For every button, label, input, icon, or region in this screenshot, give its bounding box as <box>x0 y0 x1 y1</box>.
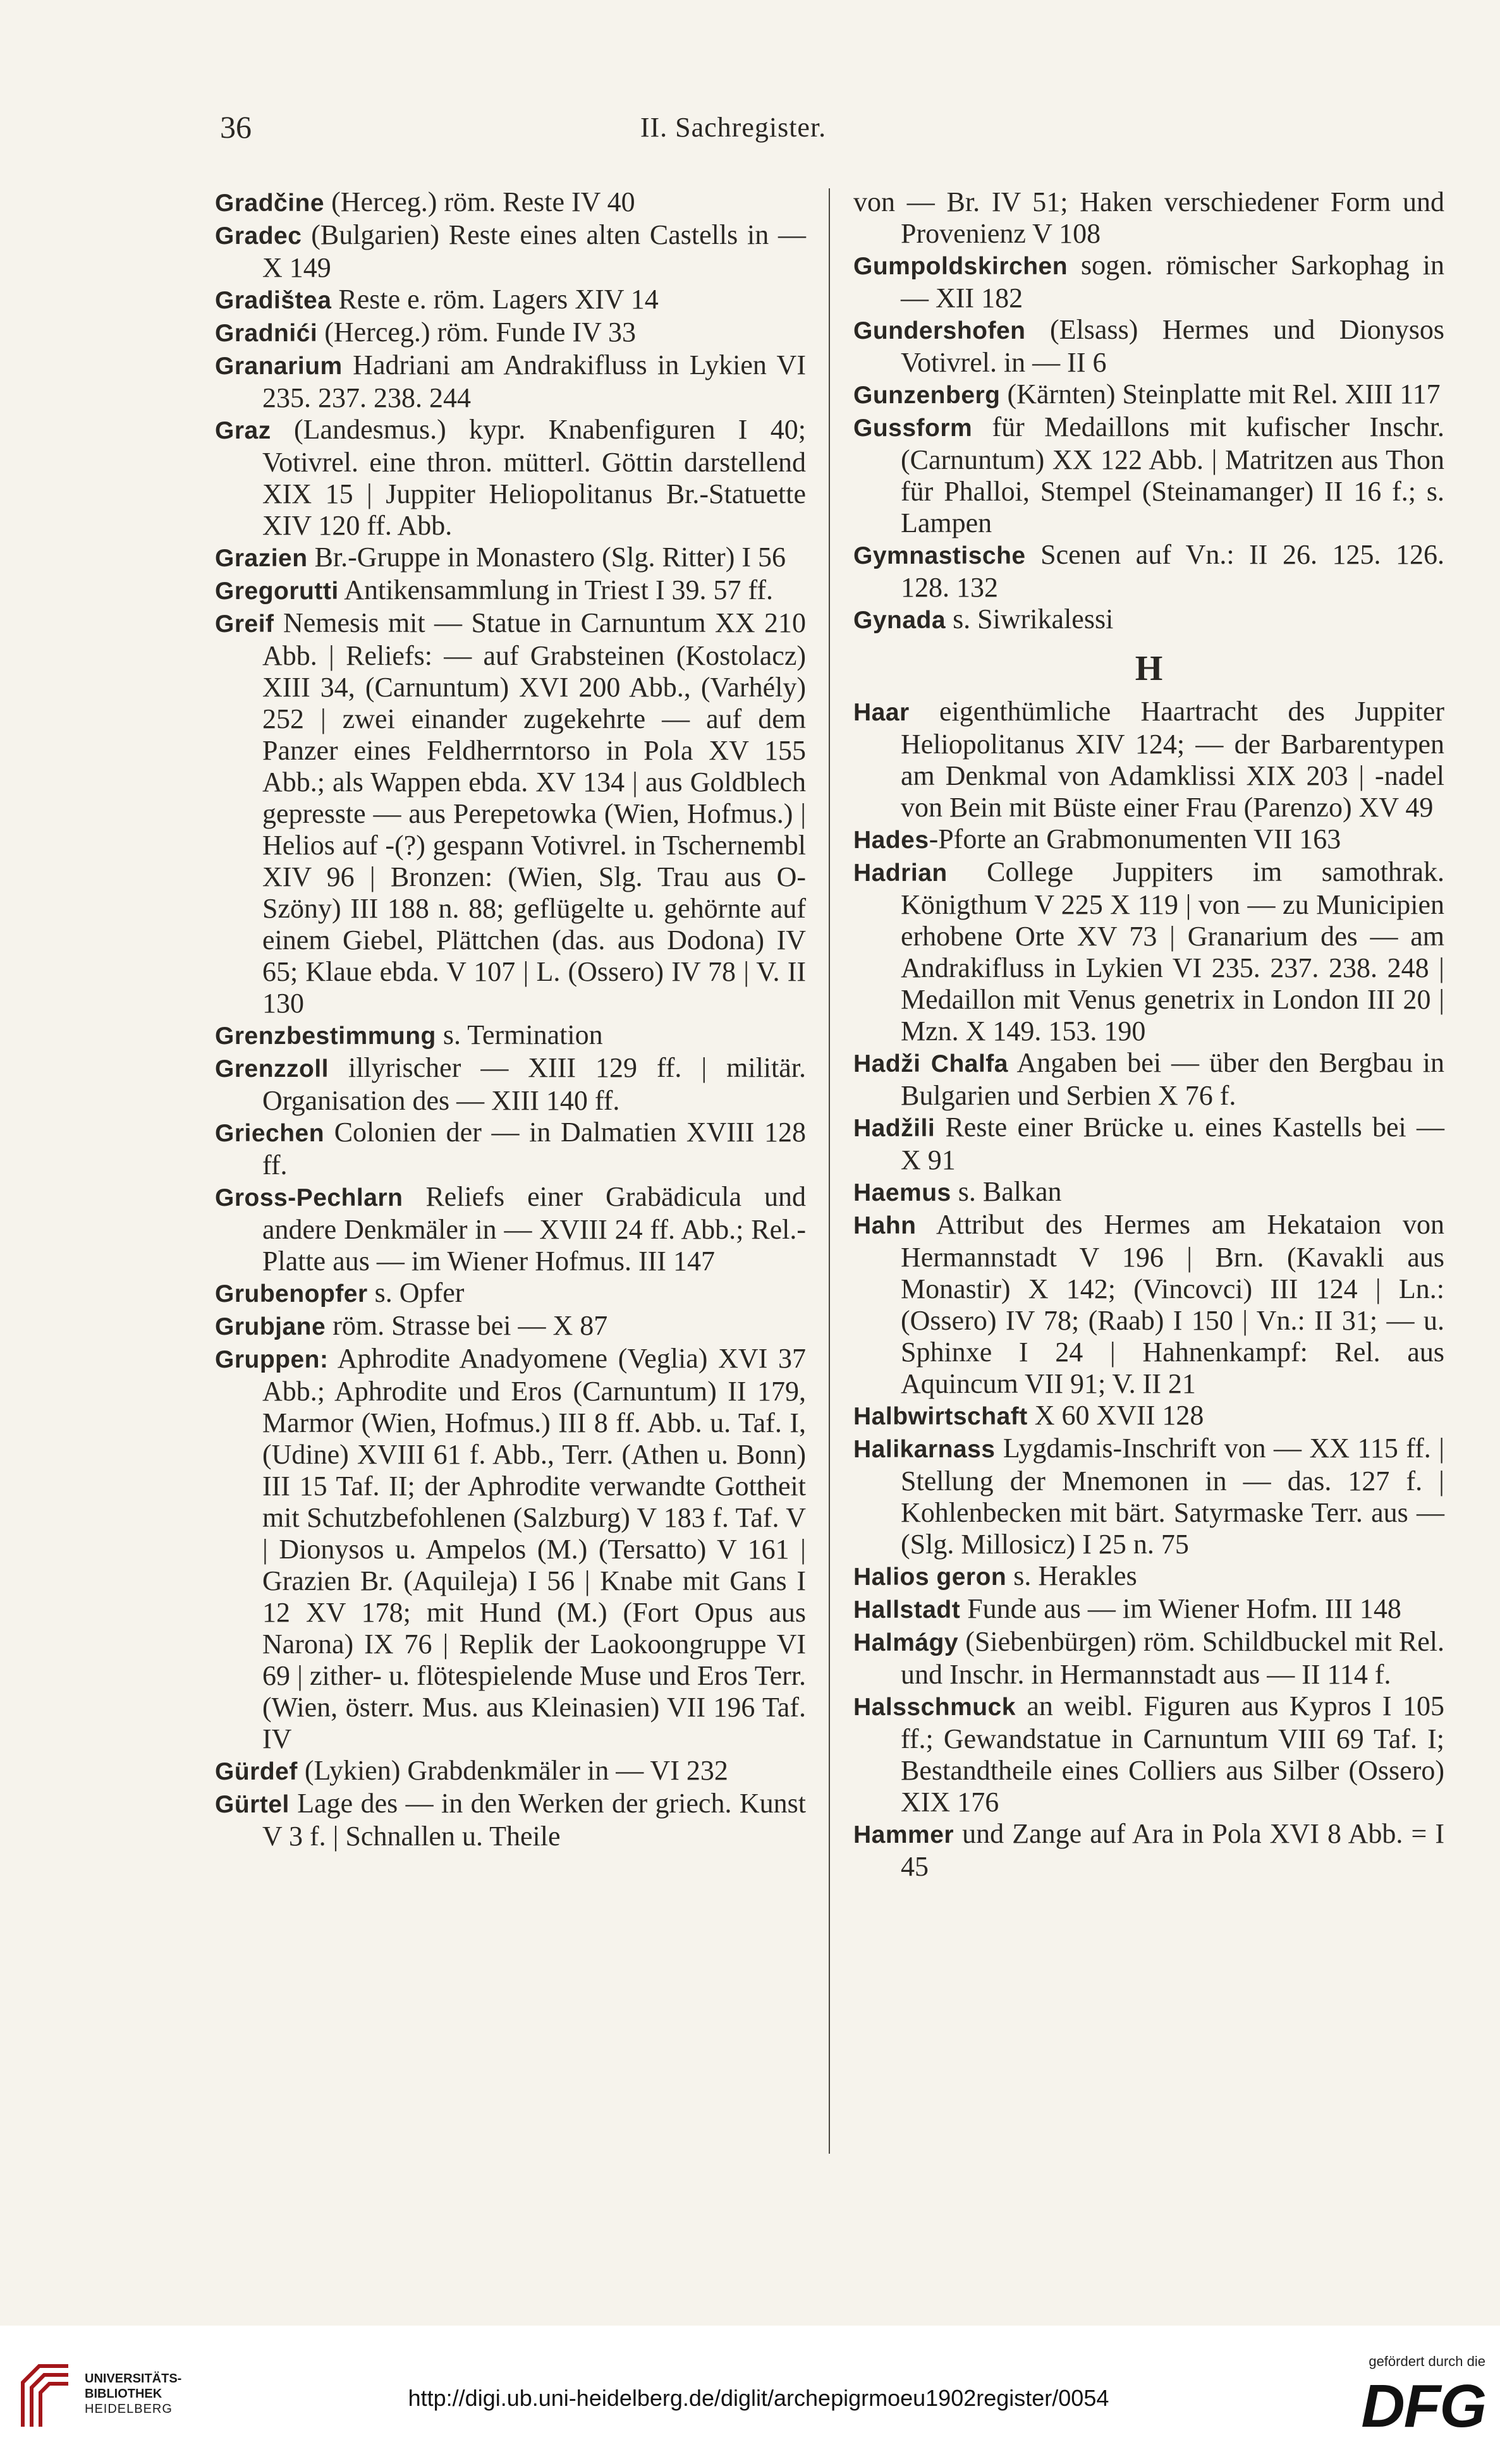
entry-text: (Siebenbürgen) röm. Schildbuckel mit Rel. und Inschr. in Hermannstadt aus — II 114 f. <box>901 1626 1444 1690</box>
left-column <box>215 186 806 2158</box>
entry-headword: Gradištea <box>215 287 332 314</box>
entry-headword: Hadži Chalfa <box>853 1050 1008 1077</box>
entry-text: Aphrodite Anadyomene (Veglia) XVI 37 Abb.; Aphrodite und Eros (Carnuntum) II 179, Marmor (Wien, Hofmus.) III 8 ff. Abb. u. Taf. I, (Udine) XVIII 61 f. Abb., Terr. (Athen u. Bonn) III 15 Taf. II; der Aphrodite verwandte Gottheit mit Schutzbefohlenen (Salzburg) V 183 f. Taf. V | Dionysos u. Ampelos (M.) (Tersatto) V 161 | Grazien Br. (Aquileja) I 56 | Knabe mit Gans I 12 XV 178; mit Hund (M.) (Fort Opus aus Narona) IX 76 | Replik der Laokoongruppe VI 69 | zither- u. flötespielende Muse und Eros Terr. (Wien, österr. Mus. aus Kleinasien) VII 196 Taf. IV <box>262 1343 806 1754</box>
entry-headword: Granarium <box>215 353 343 380</box>
right-column <box>853 186 1444 2158</box>
entry-text: (Herceg.) röm. Reste IV 40 <box>324 186 635 217</box>
index-entry <box>215 607 806 1019</box>
entry-headword: Gradčine <box>215 190 325 217</box>
entry-headword: Halsschmuck <box>853 1694 1016 1721</box>
index-entry <box>215 349 806 414</box>
entry-text: Angaben bei — über den Bergbau in Bulgarien und Serbien X 76 f. <box>901 1047 1445 1111</box>
entry-headword: Gumpoldskirchen <box>853 253 1068 280</box>
index-entry <box>853 539 1444 604</box>
entry-text: (Lykien) Grabdenkmäler in — VI 232 <box>297 1755 728 1786</box>
index-entry <box>215 1277 806 1310</box>
index-entry <box>853 1209 1444 1400</box>
logo-line-1: UNIVERSITÄTS- <box>85 2372 182 2386</box>
dfg-logo[interactable] <box>1315 2353 1485 2442</box>
entry-headword: Halmágy <box>853 1629 959 1656</box>
index-entry <box>853 1690 1444 1818</box>
entry-text: (Kärnten) Steinplatte mit Rel. XIII 117 <box>1000 379 1441 410</box>
entry-headword: Grubenopfer <box>215 1280 368 1308</box>
entry-text: Reste einer Brücke u. eines Kastells bei — X 91 <box>901 1112 1444 1175</box>
entry-headword: Gymnastische <box>853 542 1026 569</box>
index-entry <box>853 1400 1444 1433</box>
entry-headword: Gynada <box>853 607 946 634</box>
column-divider <box>829 188 830 2154</box>
index-entry <box>853 314 1444 379</box>
permalink-url[interactable]: http://digi.ub.uni-heidelberg.de/diglit/archepigrmoeu1902register/0054 <box>408 2385 1109 2411</box>
entry-text: Reliefs einer Grabädicula und andere Denkmäler in — XVIII 24 ff. Abb.; Rel.-Platte aus — im Wiener Hofmus. III 147 <box>262 1181 806 1277</box>
index-entry <box>215 574 806 607</box>
logo-line-3: HEIDELBERG <box>85 2402 173 2416</box>
entry-text: Antikensammlung in Triest I 39. 57 ff. <box>338 574 773 605</box>
index-entry <box>853 856 1444 1047</box>
index-entry <box>853 1818 1444 1883</box>
index-entry <box>215 542 806 574</box>
page-number: 36 <box>220 109 252 145</box>
entry-headword: Haar <box>853 699 910 726</box>
entry-text: s. Opfer <box>367 1277 465 1308</box>
entry-headword: Grenzzoll <box>215 1055 329 1083</box>
entry-text: (Bulgarien) Reste eines alten Castells in — X 149 <box>262 219 806 283</box>
logo-line-2: BIBLIOTHEK <box>85 2387 162 2401</box>
page-title: II. Sachregister. <box>640 112 827 143</box>
entry-headword: Halios geron <box>853 1563 1007 1591</box>
index-entry <box>853 379 1444 411</box>
entry-headword: Hahn <box>853 1212 917 1239</box>
index-entry <box>215 1019 806 1052</box>
entry-headword: Hammer <box>853 1821 954 1848</box>
index-entry <box>853 1593 1444 1626</box>
index-entry <box>215 1052 806 1117</box>
entry-headword: Gunzenberg <box>853 382 1001 409</box>
index-entry <box>853 411 1444 539</box>
entry-text: X 60 XVII 128 <box>1027 1400 1204 1431</box>
index-entry <box>853 1176 1444 1209</box>
entry-text: College Juppiters im samothrak. Königthum V 225 X 119 | von — zu Municipien erhobene Orte XV 73 | Granarium des — am Andrakifluss in Lykien VI 235. 237. 238. 248 | Medaillon mit Venus genetrix in London III 20 | Mzn. X 149. 153. 190 <box>901 856 1444 1047</box>
index-entry <box>853 1112 1444 1176</box>
entry-text: für Medaillons mit kufischer Inschr. (Carnuntum) XX 122 Abb. | Matritzen aus Thon für Phalloi, Stempel (Steinamanger) II 16 f.; s. Lampen <box>901 411 1444 538</box>
index-entry <box>215 1788 806 1852</box>
index-entry <box>853 186 1444 250</box>
dfg-funding-note: gefördert durch die <box>1369 2353 1485 2369</box>
library-logo-icon <box>14 2357 77 2433</box>
index-entry <box>215 1117 806 1181</box>
entry-text: von — Br. IV 51; Haken verschiedener Form und Provenienz V 108 <box>853 186 1444 249</box>
entry-text: Funde aus — im Wiener Hofm. III 148 <box>960 1593 1401 1624</box>
section-letter: H <box>1135 649 1163 688</box>
entry-text: Reste e. röm. Lagers XIV 14 <box>331 284 659 315</box>
index-entry <box>215 186 806 219</box>
entry-headword: Gürtel <box>215 1791 290 1818</box>
entry-text: (Herceg.) röm. Funde IV 33 <box>317 317 637 348</box>
entry-text: Lygdamis-Inschrift von — XX 115 ff. | Stellung der Mnemonen in — das. 127 f. | Kohlenbecken mit bärt. Satyrmaske Terr. aus — (Slg. Millosicz) I 25 n. 75 <box>901 1433 1444 1560</box>
entry-headword: Gundershofen <box>853 317 1026 344</box>
entry-headword: Halbwirtschaft <box>853 1403 1028 1430</box>
entry-text: s. Siwrikalessi <box>946 604 1114 634</box>
entry-text: Attribut des Hermes am Hekataion von Hermannstadt V 196 | Brn. (Kavakli aus Monastir) X 142; (Vincovci) III 124 | Ln.: (Ossero) IV 78; (Raab) I 150 | Vn.: II 31; — u. Sphinxe I 24 | Hahnenkampf: Rel. aus Aquincum VII 91; V. II 21 <box>901 1209 1444 1399</box>
index-entry <box>853 823 1444 856</box>
index-entry <box>853 604 1444 636</box>
entry-text: sogen. römischer Sarkophag in — XII 182 <box>901 250 1444 313</box>
entry-headword: Gradnići <box>215 320 318 347</box>
entry-headword: Gross-Pechlarn <box>215 1184 403 1211</box>
entry-headword: Gradec <box>215 222 302 250</box>
entry-text: eigenthümliche Haartracht des Juppiter Heliopolitanus XIV 124; — der Barbarentypen am Denkmal von Adamklissi XIX 203 | -nadel von Bein mit Büste einer Frau (Parenzo) XV 49 <box>901 696 1444 823</box>
entry-headword: Gussform <box>853 415 973 442</box>
entry-headword: Grenzbestimmung <box>215 1023 436 1050</box>
entry-headword: Grubjane <box>215 1313 326 1340</box>
page-header <box>215 109 1252 153</box>
entry-text: röm. Strasse bei — X 87 <box>326 1310 608 1341</box>
index-entry <box>853 250 1444 314</box>
library-logo-text <box>85 2371 181 2417</box>
entry-headword: Gregorutti <box>215 578 339 605</box>
index-entry <box>215 219 806 284</box>
entry-headword: Griechen <box>215 1120 325 1147</box>
entry-headword: Gruppen: <box>215 1346 329 1373</box>
index-entry <box>215 317 806 349</box>
entry-headword: Haemus <box>853 1179 951 1206</box>
entry-text: Nemesis mit — Statue in Carnuntum XX 210 Abb. | Reliefs: — auf Grabsteinen (Kostolacz) XIII 34, (Carnuntum) XVI 200 Abb., (Varhély) 252 | zwei einander zugekehrte — auf dem Panzer eines Feldherrntorso in Pola XV 155 Abb.; als Wappen ebda. XV 134 | aus Goldblech gepresste — aus Perepetowka (Wien, Hofmus.) | Helios auf -(?) gespann Votivrel. in Tschernembl XIV 96 | Bronzen: (Wien, Slg. Trau aus O-Szöny) III 188 n. 88; geflügelte u. gehörnte auf einem Giebel, Plättchen (das. aus Dodona) IV 65; Klaue ebda. V 107 | L. (Ossero) IV 78 | V. II 130 <box>262 607 806 1019</box>
entry-headword: Greif <box>215 610 274 638</box>
entry-text: (Landesmus.) kypr. Knabenfiguren I 40; Votivrel. eine thron. mütterl. Göttin darstellend XIX 15 | Juppiter Heliopolitanus Br.-Statuette XIV 120 ff. Abb. <box>262 414 806 541</box>
entry-text: -Pforte an Grabmonumenten VII 163 <box>929 823 1341 854</box>
index-entry <box>853 1433 1444 1560</box>
index-entry <box>215 1310 806 1343</box>
entry-text: s. Termination <box>436 1019 603 1050</box>
entry-headword: Hadrian <box>853 859 948 887</box>
index-entry <box>215 1755 806 1788</box>
index-entry <box>853 696 1444 823</box>
entry-text: Colonien der — in Dalmatien XVIII 128 ff. <box>262 1117 806 1180</box>
entry-headword: Grazien <box>215 545 308 572</box>
entry-headword: Halikarnass <box>853 1436 996 1463</box>
entry-headword: Hades <box>853 827 929 854</box>
entry-text: an weibl. Figuren aus Kypros I 105 ff.; Gewandstatue in Carnuntum VIII 69 Taf. I; Bestandtheile eines Colliers aus Silber (Ossero) XIX 176 <box>901 1690 1444 1818</box>
index-entry <box>853 1560 1444 1593</box>
index-entry <box>215 414 806 542</box>
entry-headword: Hallstadt <box>853 1596 961 1623</box>
entry-headword: Graz <box>215 417 271 444</box>
university-library-logo[interactable] <box>14 2357 182 2433</box>
index-entry <box>215 1181 806 1277</box>
entry-text: illyrischer — XIII 129 ff. | militär. Organisation des — XIII 140 ff. <box>262 1052 806 1116</box>
entry-headword: Gürdef <box>215 1758 298 1785</box>
entry-text: Scenen auf Vn.: II 26. 125. 126. 128. 132 <box>901 539 1444 603</box>
entry-text: und Zange auf Ara in Pola XVI 8 Abb. = I 45 <box>901 1818 1444 1882</box>
entry-headword: Hadžili <box>853 1115 936 1142</box>
index-entry <box>215 1343 806 1755</box>
entry-text: (Elsass) Hermes und Dionysos Votivrel. in — II 6 <box>901 314 1444 378</box>
entry-text: Br.-Gruppe in Monastero (Slg. Ritter) I 56 <box>307 542 786 573</box>
entry-text: s. Balkan <box>951 1176 1062 1207</box>
index-entry <box>853 1047 1444 1112</box>
entry-text: s. Herakles <box>1006 1560 1137 1591</box>
index-entry <box>215 284 806 317</box>
index-entry <box>853 1626 1444 1690</box>
entry-text: Hadriani am Andrakifluss in Lykien VI 235. 237. 238. 244 <box>262 349 806 413</box>
entry-text: Lage des — in den Werken der griech. Kunst V 3 f. | Schnallen u. Theile <box>262 1788 806 1852</box>
dfg-wordmark: DFG <box>1361 2372 1485 2440</box>
